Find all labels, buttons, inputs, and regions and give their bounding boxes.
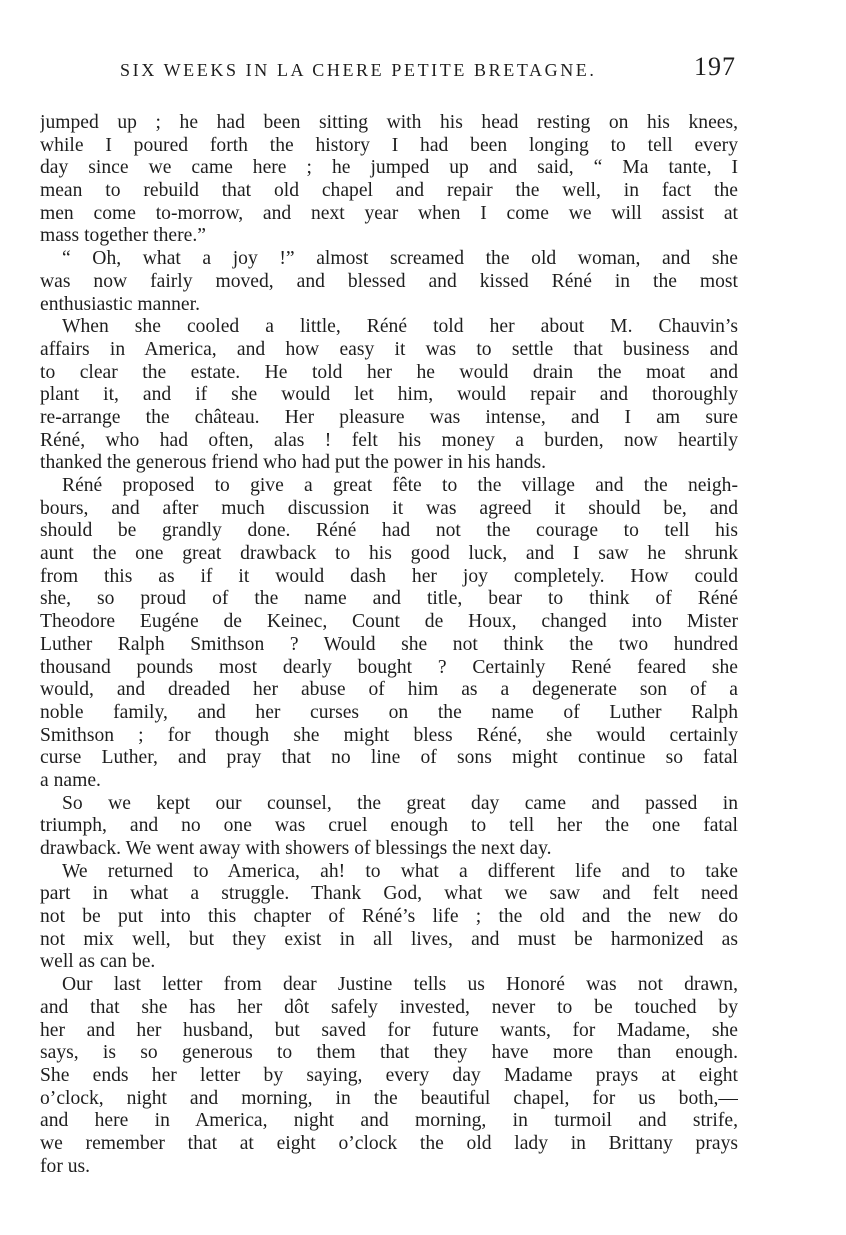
- text-line: and here in America, night and morning, in turmoil and strife,: [40, 1110, 738, 1132]
- text-line: thousand pounds most dearly bought ? Certainly René feared she: [40, 656, 738, 678]
- text-line: not be put into this chapter of Réné’s life ; the old and the new do: [40, 906, 738, 928]
- text-line: for us.: [40, 1155, 91, 1177]
- text-line: curse Luther, and pray that no line of sons might continue so fatal: [40, 747, 738, 769]
- text-line: re-arrange the château. Her pleasure was intense, and I am sure: [40, 406, 738, 428]
- text-line: Réné proposed to give a great fête to the village and the neigh-: [62, 475, 738, 496]
- page-number: 197: [694, 52, 736, 81]
- body-text: [40, 112, 738, 1178]
- text-line: says, is so generous to them that they have more than enough.: [40, 1042, 738, 1064]
- text-line: she, so proud of the name and title, bear to think of Réné: [40, 588, 738, 610]
- text-line: drawback. We went away with showers of blessings the next day.: [40, 838, 552, 859]
- text-line: from this as if it would dash her joy completely. How could: [40, 565, 738, 587]
- text-line: was now fairly moved, and blessed and kissed Réné in the most: [40, 270, 738, 292]
- text-line: to clear the estate. He told her he would drain the moat and: [40, 361, 738, 383]
- text-line: thanked the generous friend who had put the power in his hands.: [40, 452, 547, 474]
- text-line: and that she has her dôt safely invested, never to be touched by: [40, 996, 738, 1018]
- text-line: not mix well, but they exist in all lives, and must be harmonized as: [40, 928, 738, 950]
- text-line: o’clock, night and morning, in the beautiful chapel, for us both,—: [40, 1087, 738, 1109]
- text-line: aunt the one great drawback to his good luck, and I saw he shrunk: [40, 543, 738, 565]
- text-line: would, and dreaded her abuse of him as a degenerate son of a: [40, 679, 738, 701]
- text-line: bours, and after much discussion it was agreed it should be, and: [40, 497, 738, 519]
- text-line: triumph, and no one was cruel enough to tell her the one fatal: [40, 815, 738, 837]
- text-line: plant it, and if she would let him, would repair and thoroughly: [40, 384, 738, 406]
- text-line: She ends her letter by saying, every day Madame prays at eight: [40, 1064, 738, 1086]
- text-line: Réné, who had often, alas ! felt his money a burden, now heartily: [40, 429, 738, 451]
- text-line: Theodore Eugéne de Keinec, Count de Houx, changed into Mister: [40, 611, 738, 633]
- text-line: enthusiastic manner.: [40, 293, 200, 315]
- text-line: Smithson ; for though she might bless Réné, she would certainly: [40, 724, 738, 746]
- text-line: jumped up ; he had been sitting with his head resting on his knees,: [40, 112, 738, 133]
- text-line: her and her husband, but saved for future wants, for Madame, she: [40, 1019, 738, 1041]
- text-line: “ Oh, what a joy !” almost screamed the old woman, and she: [62, 248, 738, 270]
- text-line: part in what a struggle. Thank God, what we saw and felt need: [40, 883, 738, 905]
- text-line: Our last letter from dear Justine tells us Honoré was not drawn,: [62, 974, 738, 996]
- text-line: affairs in America, and how easy it was to settle that business and: [40, 338, 738, 360]
- text-line: mass together there.”: [40, 225, 206, 247]
- text-line: mean to rebuild that old chapel and repair the well, in fact the: [40, 180, 738, 202]
- text-line: a name.: [40, 769, 101, 791]
- text-line: When she cooled a little, Réné told her about M. Chauvin’s: [62, 316, 738, 338]
- running-head: SIX WEEKS IN LA CHERE PETITE BRETAGNE.: [120, 60, 597, 80]
- text-line: men come to-morrow, and next year when I come we will assist at: [40, 202, 738, 224]
- text-line: should be grandly done. Réné had not the courage to tell his: [40, 520, 738, 542]
- text-line: well as can be.: [40, 951, 156, 973]
- text-line: So we kept our counsel, the great day came and passed in: [62, 792, 738, 814]
- text-line: day since we came here ; he jumped up and said, “ Ma tante, I: [40, 157, 738, 179]
- text-line: we remember that at eight o’clock the old lady in Brittany prays: [40, 1132, 738, 1154]
- text-line: while I poured forth the history I had been longing to tell every: [40, 134, 738, 156]
- page-header: [40, 52, 738, 86]
- text-line: noble family, and her curses on the name of Luther Ralph: [40, 701, 738, 723]
- text-line: We returned to America, ah! to what a different life and to take: [62, 860, 738, 882]
- text-line: Luther Ralph Smithson ? Would she not think the two hundred: [40, 633, 738, 655]
